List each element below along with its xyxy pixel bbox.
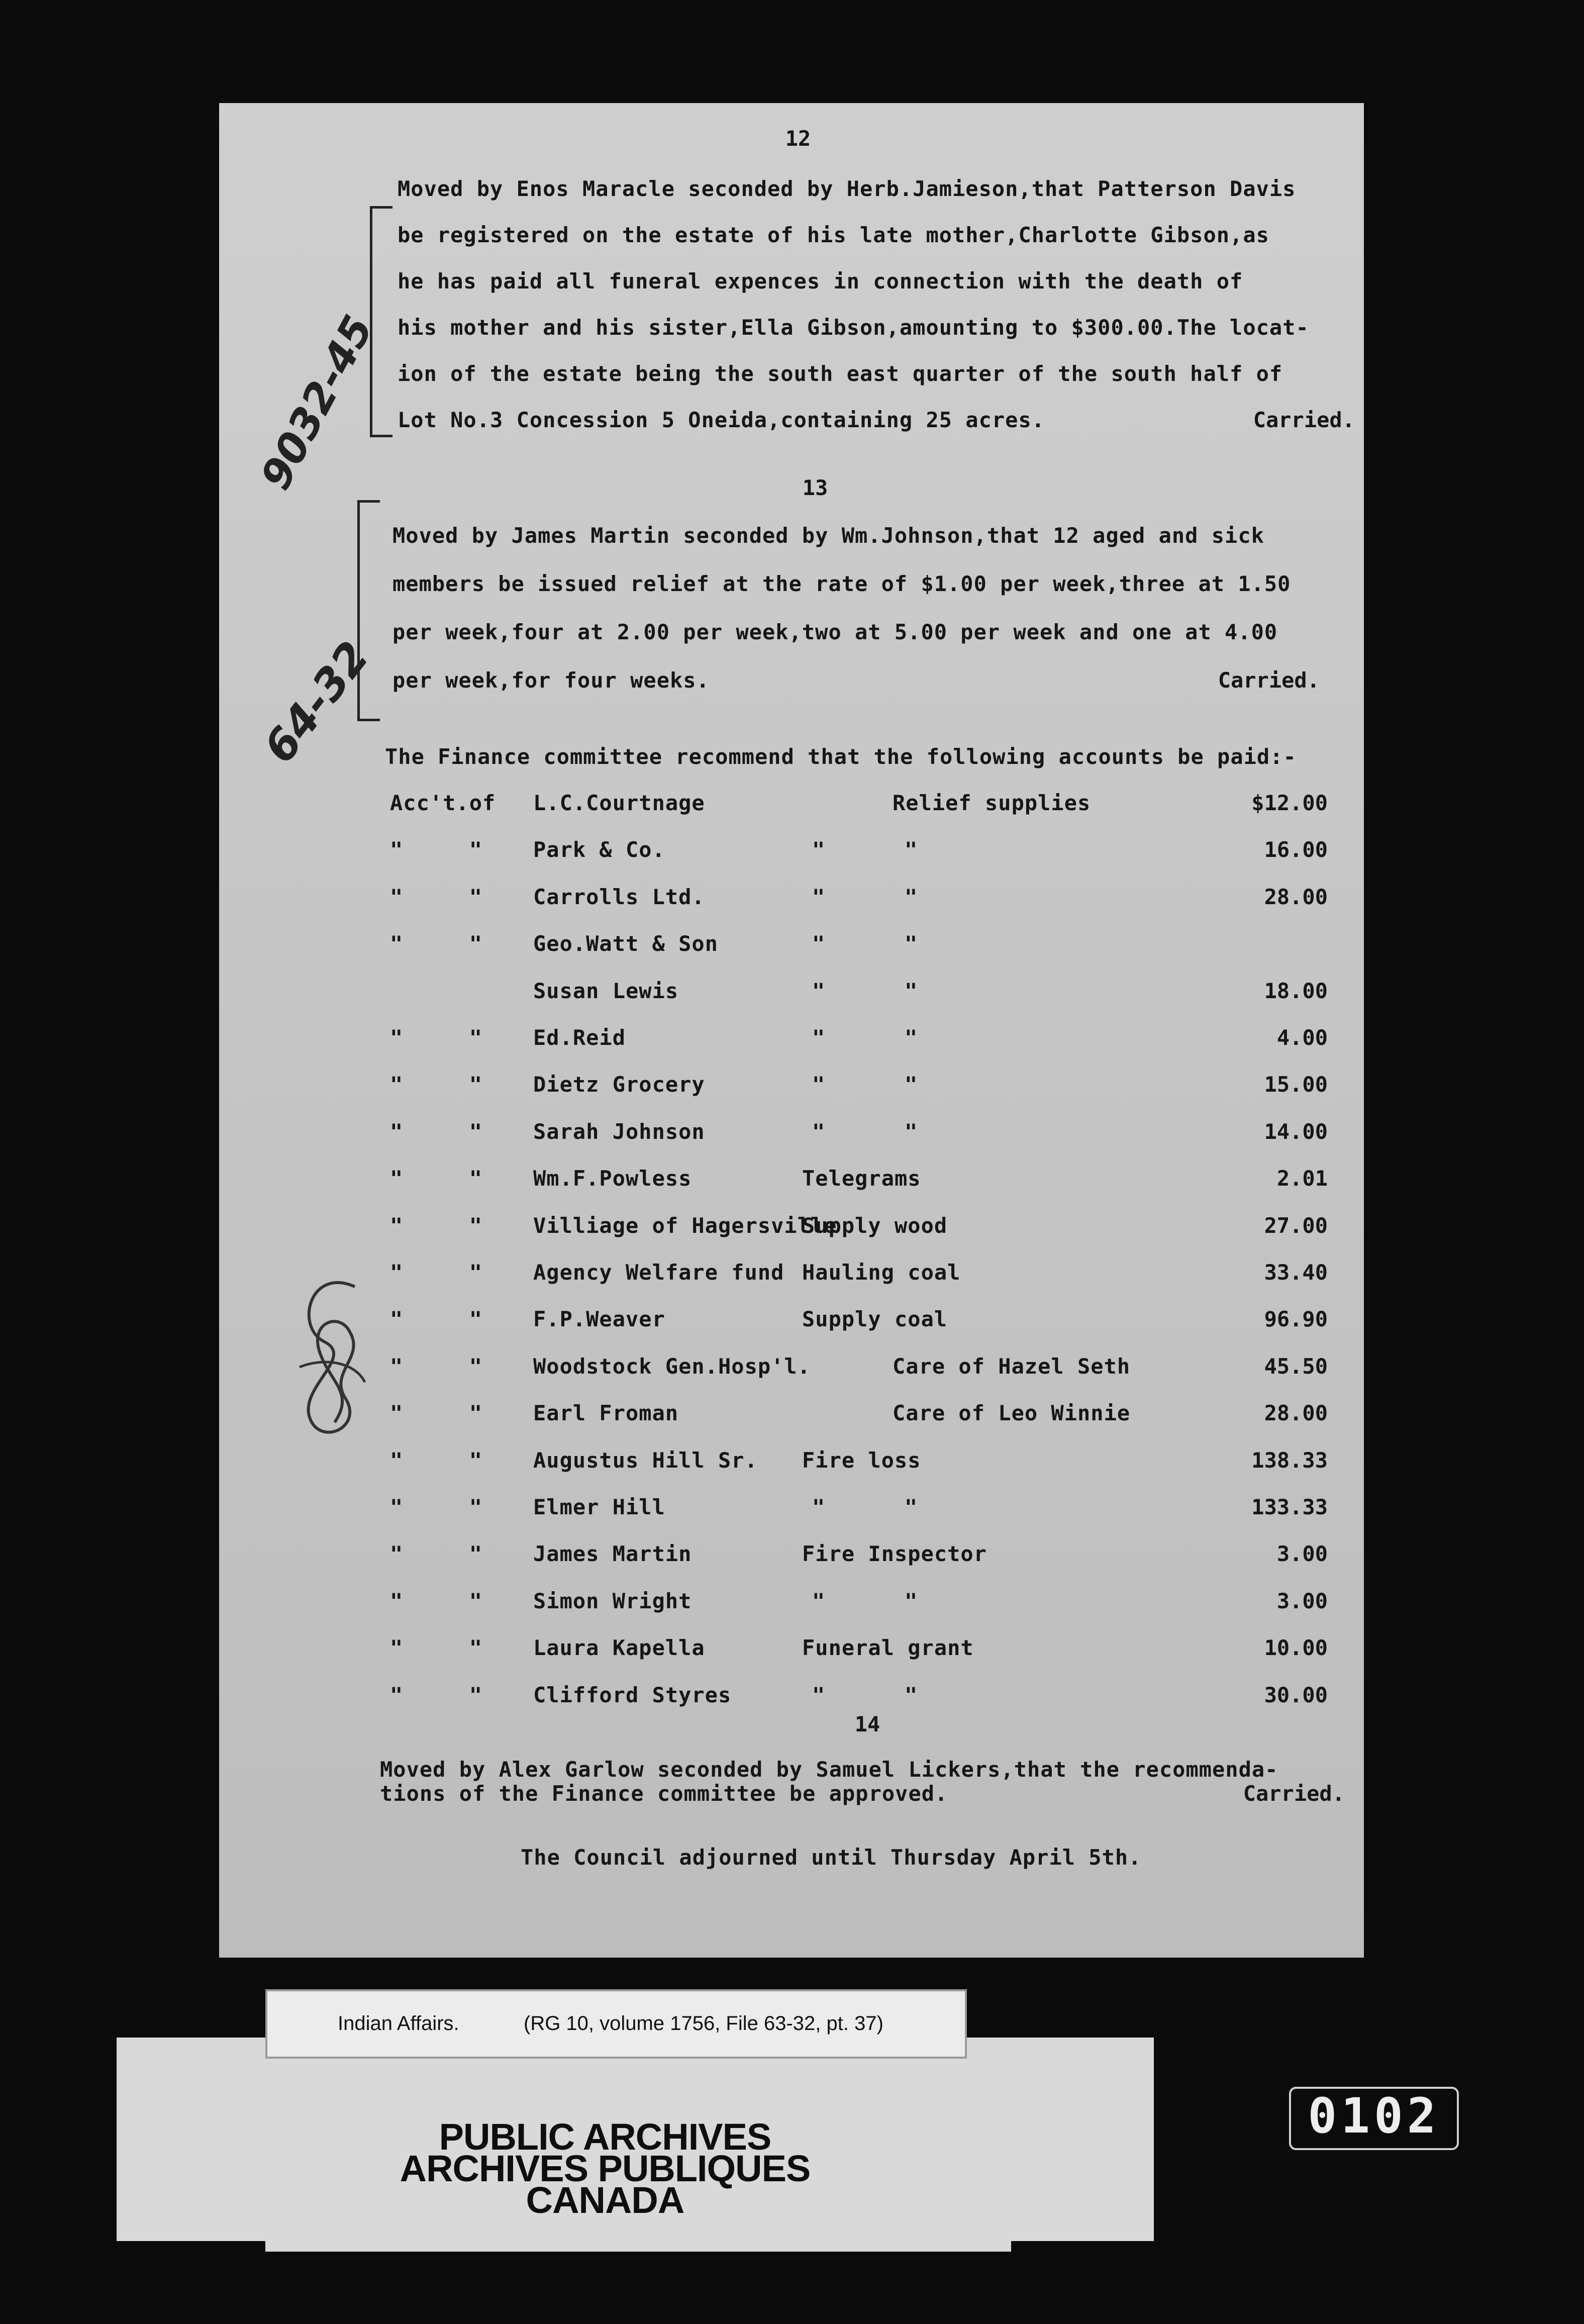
account-purpose: " " xyxy=(812,1495,918,1519)
motion-14-line: Moved by Alex Garlow seconded by Samuel Lickers,that the recommenda- xyxy=(380,1757,1278,1782)
account-purpose: Fire loss xyxy=(802,1448,921,1473)
account-amount: 4.00 xyxy=(1276,1025,1328,1050)
account-amount: 14.00 xyxy=(1264,1119,1328,1144)
account-amount: 138.33 xyxy=(1251,1448,1328,1473)
account-purpose: Supply coal xyxy=(802,1307,948,1331)
account-purpose: " " xyxy=(812,931,918,956)
account-name: Dietz Grocery xyxy=(533,1072,705,1097)
motion-12-line: he has paid all funeral expences in connection with the death of xyxy=(398,269,1243,294)
motion-14-result: Carried. xyxy=(1243,1781,1345,1806)
account-amount: 18.00 xyxy=(1264,979,1328,1003)
account-name: Augustus Hill Sr. xyxy=(533,1448,758,1473)
account-name: Laura Kapella xyxy=(533,1635,705,1660)
motion-12-line: be registered on the estate of his late mother,Charlotte Gibson,as xyxy=(398,223,1269,247)
account-purpose: Care of Leo Winnie xyxy=(893,1401,1131,1425)
account-prefix: " " xyxy=(390,1119,483,1144)
motion-12-line: Moved by Enos Maracle seconded by Herb.Jamieson,that Patterson Davis xyxy=(398,176,1296,201)
account-amount: 16.00 xyxy=(1264,837,1328,862)
account-amount: 15.00 xyxy=(1264,1072,1328,1097)
account-name: F.P.Weaver xyxy=(533,1307,665,1331)
account-amount: 27.00 xyxy=(1264,1213,1328,1238)
motion-14-number: 14 xyxy=(854,1712,880,1736)
account-purpose: " " xyxy=(812,1025,918,1050)
archive-card-edge xyxy=(265,2232,1011,2252)
account-name: Woodstock Gen.Hosp'l. xyxy=(533,1354,811,1379)
account-purpose: Hauling coal xyxy=(802,1260,961,1285)
adjournment: The Council adjourned until Thursday April 5th. xyxy=(521,1845,1142,1870)
handwritten-note: 64-32 xyxy=(254,632,379,772)
account-prefix: " " xyxy=(390,1307,483,1331)
motion-13-number: 13 xyxy=(802,475,828,500)
stamp-line: CANADA xyxy=(526,2179,684,2221)
account-amount: 3.00 xyxy=(1276,1589,1328,1613)
account-amount: 45.50 xyxy=(1264,1354,1328,1379)
account-purpose: Funeral grant xyxy=(802,1635,974,1660)
account-purpose: Telegrams xyxy=(802,1166,921,1191)
account-prefix: " " xyxy=(390,1635,483,1660)
account-amount: 28.00 xyxy=(1264,1401,1328,1425)
document-page xyxy=(219,103,1364,1958)
motion-12-line: his mother and his sister,Ella Gibson,amounting to $300.00.The locat- xyxy=(398,315,1309,340)
account-prefix: " " xyxy=(390,1541,483,1566)
motion-14-line: tions of the Finance committee be approved. xyxy=(380,1781,948,1806)
archive-reference-label xyxy=(265,1989,967,2059)
motion-13-line: members be issued relief at the rate of $1.00 per week,three at 1.50 xyxy=(392,571,1291,596)
account-prefix: " " xyxy=(390,1025,483,1050)
archive-department: Indian Affairs. xyxy=(338,2012,459,2035)
account-prefix: " " xyxy=(390,1448,483,1473)
account-amount: 10.00 xyxy=(1264,1635,1328,1660)
account-purpose: " " xyxy=(812,1589,918,1613)
account-name: Sarah Johnson xyxy=(533,1119,705,1144)
account-name: Clifford Styres xyxy=(533,1683,732,1707)
account-prefix: " " xyxy=(390,1354,483,1379)
account-name: Ed.Reid xyxy=(533,1025,626,1050)
stamp-line: ARCHIVES PUBLIQUES xyxy=(400,2148,811,2189)
motion-13-line: per week,four at 2.00 per week,two at 5.00 per week and one at 4.00 xyxy=(392,620,1278,644)
account-prefix: " " xyxy=(390,1072,483,1097)
account-amount: $12.00 xyxy=(1251,791,1328,815)
account-amount: 96.90 xyxy=(1264,1307,1328,1331)
motion-13-result: Carried. xyxy=(1218,668,1320,693)
account-name: Villiage of Hagersville xyxy=(533,1213,837,1238)
stamp-line: PUBLIC ARCHIVES xyxy=(439,2116,771,2158)
motion-12-line: Lot No.3 Concession 5 Oneida,containing 25 acres. xyxy=(398,408,1045,432)
account-name: James Martin xyxy=(533,1541,692,1566)
account-purpose: Care of Hazel Seth xyxy=(893,1354,1131,1379)
archive-reference: (RG 10, volume 1756, File 63-32, pt. 37) xyxy=(524,2012,883,2035)
motion-12-result: Carried. xyxy=(1253,408,1355,432)
account-purpose: Fire Inspector xyxy=(802,1541,987,1566)
account-prefix: " " xyxy=(390,1683,483,1707)
motion-12-line: ion of the estate being the south east quarter of the south half of xyxy=(398,361,1283,386)
account-purpose: " " xyxy=(812,885,918,909)
account-name: Susan Lewis xyxy=(533,979,679,1003)
frame-counter xyxy=(1289,2087,1459,2150)
account-name: Wm.F.Powless xyxy=(533,1166,692,1191)
margin-bracket xyxy=(357,500,380,721)
handwritten-note: 9032-45 xyxy=(252,308,383,498)
account-name: Agency Welfare fund xyxy=(533,1260,784,1285)
account-prefix: " " xyxy=(390,837,483,862)
account-amount: 2.01 xyxy=(1276,1166,1328,1191)
account-name: Simon Wright xyxy=(533,1589,692,1613)
account-prefix: " " xyxy=(390,1213,483,1238)
account-purpose: " " xyxy=(812,837,918,862)
motion-13-line: per week,for four weeks. xyxy=(392,668,710,693)
page-number: 12 xyxy=(785,126,811,151)
account-amount: 133.33 xyxy=(1251,1495,1328,1519)
account-purpose: " " xyxy=(812,1683,918,1707)
account-purpose: " " xyxy=(812,1119,918,1144)
margin-bracket xyxy=(370,206,392,437)
account-amount: 30.00 xyxy=(1264,1683,1328,1707)
account-purpose: Relief supplies xyxy=(893,791,1091,815)
account-prefix: " " xyxy=(390,885,483,909)
account-name: Elmer Hill xyxy=(533,1495,665,1519)
account-name: Earl Froman xyxy=(533,1401,679,1425)
account-amount: 3.00 xyxy=(1276,1541,1328,1566)
account-prefix: " " xyxy=(390,1166,483,1191)
account-prefix: " " xyxy=(390,1495,483,1519)
account-purpose: Supply wood xyxy=(802,1213,948,1238)
account-name: Carrolls Ltd. xyxy=(533,885,705,909)
frame-number: 0102 xyxy=(1308,2088,1440,2144)
handwritten-initials xyxy=(279,1256,375,1458)
motion-13-line: Moved by James Martin seconded by Wm.Johnson,that 12 aged and sick xyxy=(392,523,1264,548)
account-name: Geo.Watt & Son xyxy=(533,931,719,956)
account-purpose: " " xyxy=(812,979,918,1003)
account-prefix: " " xyxy=(390,1589,483,1613)
account-name: Park & Co. xyxy=(533,837,665,862)
account-purpose: " " xyxy=(812,1072,918,1097)
account-prefix: " " xyxy=(390,1401,483,1425)
account-prefix: Acc't.of xyxy=(390,791,496,815)
account-prefix: " " xyxy=(390,1260,483,1285)
account-name: L.C.Courtnage xyxy=(533,791,705,815)
finance-intro: The Finance committee recommend that the following accounts be paid:- xyxy=(385,744,1297,769)
account-amount: 33.40 xyxy=(1264,1260,1328,1285)
account-prefix: " " xyxy=(390,931,483,956)
account-amount: 28.00 xyxy=(1264,885,1328,909)
